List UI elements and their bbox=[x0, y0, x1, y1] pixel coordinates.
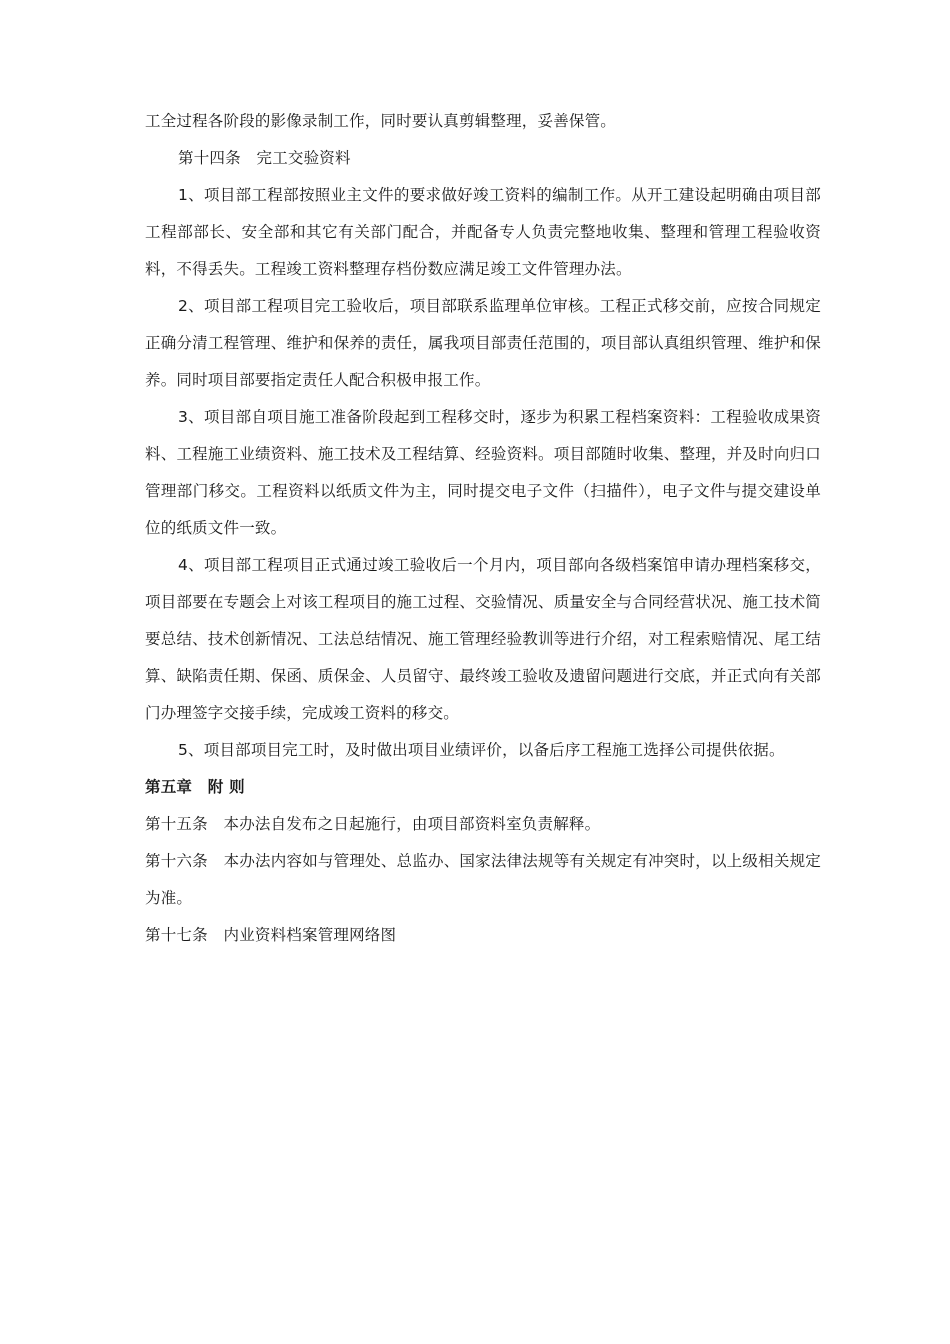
article-16: 第十六条 本办法内容如与管理处、总监办、国家法律法规等有关规定有冲突时，以上级相关规定为准。 bbox=[145, 852, 821, 907]
continuation-paragraph: 工全过程各阶段的影像录制工作，同时要认真剪辑整理，妥善保管。 bbox=[145, 112, 617, 130]
chapter-5-heading: 第五章 附 则 bbox=[145, 778, 245, 796]
article-14-item-2: 2、项目部工程项目完工验收后，项目部联系监理单位审核。工程正式移交前，应按合同规定正确分清工程管理、维护和保养的责任，属我项目部责任范围的，项目部认真组织管理、维护和保养。同时项目部要指定责任人配合积极申报工作。 bbox=[145, 297, 821, 389]
article-14-item-1: 1、项目部工程部按照业主文件的要求做好竣工资料的编制工作。从开工建设起明确由项目部工程部部长、安全部和其它有关部门配合，并配备专人负责完整地收集、整理和管理工程验收资料，不得丢失。工程竣工资料整理存档份数应满足竣工文件管理办法。 bbox=[145, 186, 821, 278]
article-14-item-4: 4、项目部工程项目正式通过竣工验收后一个月内，项目部向各级档案馆申请办理档案移交，项目部要在专题会上对该工程项目的施工过程、交验情况、质量安全与合同经营状况、施工技术简要总结、技术创新情况、工法总结情况、施工管理经验教训等进行介绍，对工程索赔情况、尾工结算、缺陷责任期、保函、质保金、人员留守、最终竣工验收及遗留问题进行交底，并正式向有关部门办理签字交接手续，完成竣工资料的移交。 bbox=[145, 556, 821, 722]
document-body bbox=[145, 103, 821, 954]
article-14-title: 第十四条 完工交验资料 bbox=[178, 149, 351, 167]
article-17: 第十七条 内业资料档案管理网络图 bbox=[145, 926, 397, 944]
article-14-item-3: 3、项目部自项目施工准备阶段起到工程移交时，逐步为积累工程档案资料：工程验收成果资料、工程施工业绩资料、施工技术及工程结算、经验资料。项目部随时收集、整理，并及时向归口管理部门移交。工程资料以纸质文件为主，同时提交电子文件（扫描件），电子文件与提交建设单位的纸质文件一致。 bbox=[145, 408, 821, 537]
article-14-item-5: 5、项目部项目完工时，及时做出项目业绩评价，以备后序工程施工选择公司提供依据。 bbox=[178, 741, 785, 759]
article-15: 第十五条 本办法自发布之日起施行，由项目部资料室负责解释。 bbox=[145, 815, 601, 833]
